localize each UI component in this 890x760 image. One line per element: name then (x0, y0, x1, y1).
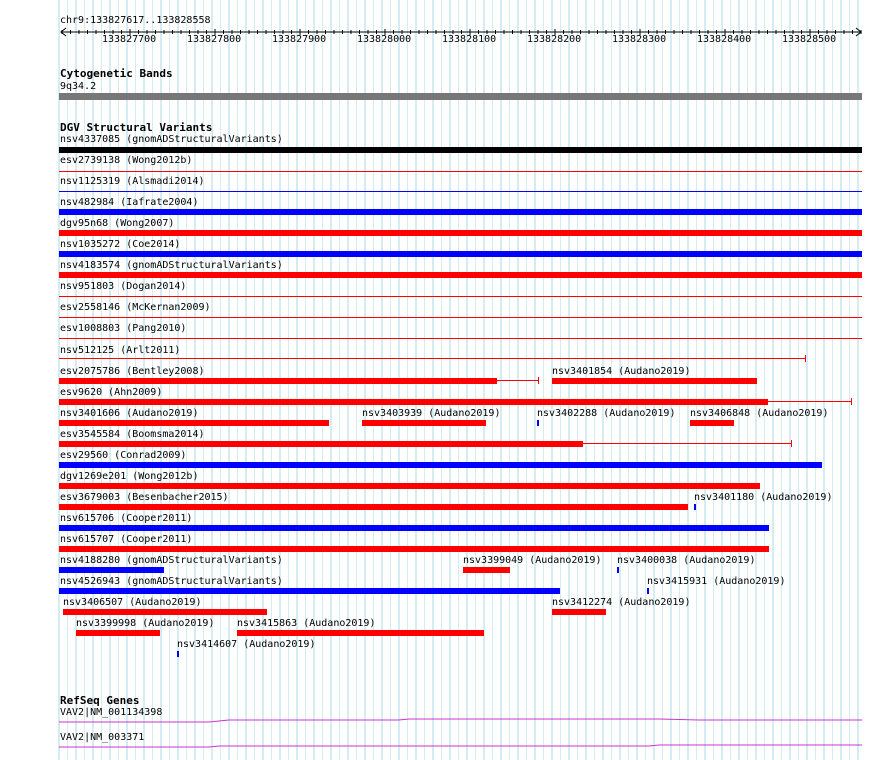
ruler-tick-label: 133827700 (102, 34, 157, 45)
ruler-tick-label: 133827900 (272, 34, 327, 45)
variant-label: nsv4337085 (gnomADStructuralVariants) (60, 134, 283, 145)
variant-bar[interactable] (59, 230, 862, 236)
variant-bar[interactable] (59, 504, 688, 510)
variant-bar[interactable] (59, 420, 329, 426)
variant-label: nsv4526943 (gnomADStructuralVariants) (60, 576, 283, 587)
cyto-band-label: 9q34.2 (60, 81, 97, 92)
variant-bar[interactable] (59, 191, 862, 192)
variant-end-tick (791, 440, 792, 447)
variant-label: esv1008803 (Pang2010) (60, 323, 187, 334)
ruler-tick-label: 133828200 (527, 34, 582, 45)
ruler-tick-label: 133828100 (442, 34, 497, 45)
variant-end-tick (538, 377, 539, 384)
variant-bar[interactable] (59, 462, 822, 468)
variant-bar[interactable] (59, 399, 768, 405)
variant-label: nsv3415863 (Audano2019) (237, 618, 376, 629)
variant-bar[interactable] (59, 525, 769, 531)
variant-label: esv3545584 (Boomsma2014) (60, 429, 205, 440)
variant-bar[interactable] (59, 317, 862, 318)
location-label: chr9:133827617..133828558 (60, 15, 211, 26)
variant-label: dgv1269e201 (Wong2012b) (60, 471, 199, 482)
variant-bar[interactable] (59, 441, 583, 447)
gene-model[interactable] (59, 716, 863, 726)
variant-label: nsv951803 (Dogan2014) (60, 281, 187, 292)
variant-bar[interactable] (76, 630, 160, 636)
variant-bar[interactable] (59, 358, 806, 359)
variant-label: nsv3406507 (Audano2019) (63, 597, 202, 608)
variant-label: nsv4183574 (gnomADStructuralVariants) (60, 260, 283, 271)
ruler-tick-label: 133828000 (357, 34, 412, 45)
variant-end-tick (851, 398, 852, 405)
variant-label: nsv3400038 (Audano2019) (617, 555, 756, 566)
variant-label: dgv95n68 (Wong2007) (60, 218, 175, 229)
variant-bar[interactable] (177, 651, 179, 657)
variant-label: nsv3401606 (Audano2019) (60, 408, 199, 419)
variant-bar[interactable] (59, 147, 862, 153)
gene-label: VAV2|NM_001134398 (60, 707, 163, 718)
dgv-track-title: DGV Structural Variants (60, 121, 213, 134)
variant-bar[interactable] (59, 567, 164, 573)
ruler-tick-label: 133828400 (697, 34, 752, 45)
variant-label: nsv512125 (Arlt2011) (60, 345, 181, 356)
variant-label: esv3679003 (Besenbacher2015) (60, 492, 229, 503)
gene-model[interactable] (59, 741, 863, 751)
variant-bar[interactable] (59, 251, 862, 257)
variant-label: nsv3412274 (Audano2019) (552, 597, 691, 608)
variant-end-tick (805, 355, 806, 362)
variant-bar[interactable] (59, 209, 862, 215)
variant-intron-line (583, 443, 791, 444)
variant-label: nsv615707 (Cooper2011) (60, 534, 193, 545)
variant-label: esv9620 (Ahn2009) (60, 387, 163, 398)
refseq-track-title: RefSeq Genes (60, 694, 140, 707)
variant-label: nsv3406848 (Audano2019) (690, 408, 829, 419)
variant-bar[interactable] (694, 504, 696, 510)
variant-bar[interactable] (59, 483, 760, 489)
variant-label: esv2558146 (McKernan2009) (60, 302, 211, 313)
ruler-tick-label: 133828300 (612, 34, 667, 45)
variant-bar[interactable] (59, 546, 769, 552)
cyto-track-title: Cytogenetic Bands (60, 67, 173, 80)
variant-label: esv2739138 (Wong2012b) (60, 155, 193, 166)
variant-label: esv29560 (Conrad2009) (60, 450, 187, 461)
variant-label: nsv615706 (Cooper2011) (60, 513, 193, 524)
variant-label: nsv3403939 (Audano2019) (362, 408, 501, 419)
ruler-tick-label: 133828500 (782, 34, 837, 45)
variant-label: nsv4188280 (gnomADStructuralVariants) (60, 555, 283, 566)
variant-label: esv2075786 (Bentley2008) (60, 366, 205, 377)
variant-label: nsv3399049 (Audano2019) (463, 555, 602, 566)
variant-bar[interactable] (362, 420, 486, 426)
variant-bar[interactable] (647, 588, 649, 594)
variant-bar[interactable] (237, 630, 484, 636)
variant-intron-line (768, 401, 852, 402)
variant-label: nsv3399998 (Audano2019) (76, 618, 215, 629)
variant-bar[interactable] (552, 609, 606, 615)
variant-intron-line (497, 380, 538, 381)
variant-bar[interactable] (59, 272, 862, 278)
variant-bar[interactable] (552, 378, 757, 384)
variant-bar[interactable] (537, 420, 539, 426)
variant-label: nsv3402288 (Audano2019) (537, 408, 676, 419)
ruler-tick-label: 133827800 (187, 34, 242, 45)
variant-bar[interactable] (617, 567, 619, 573)
variant-label: nsv3415931 (Audano2019) (647, 576, 786, 587)
variant-label: nsv1125319 (Alsmadi2014) (60, 176, 205, 187)
variant-label: nsv1035272 (Coe2014) (60, 239, 181, 250)
variant-label: nsv482984 (Iafrate2004) (60, 197, 199, 208)
variant-bar[interactable] (59, 338, 862, 339)
variant-bar[interactable] (59, 171, 862, 172)
gene-label: VAV2|NM_003371 (60, 732, 145, 743)
variant-bar[interactable] (59, 296, 862, 297)
variant-bar[interactable] (59, 588, 560, 594)
variant-bar[interactable] (63, 609, 267, 615)
variant-label: nsv3414607 (Audano2019) (177, 639, 316, 650)
variant-bar[interactable] (463, 567, 510, 573)
variant-bar[interactable] (690, 420, 734, 426)
cyto-band-bar[interactable] (59, 93, 862, 100)
variant-label: nsv3401854 (Audano2019) (552, 366, 691, 377)
variant-bar[interactable] (59, 378, 497, 384)
variant-label: nsv3401180 (Audano2019) (694, 492, 833, 503)
